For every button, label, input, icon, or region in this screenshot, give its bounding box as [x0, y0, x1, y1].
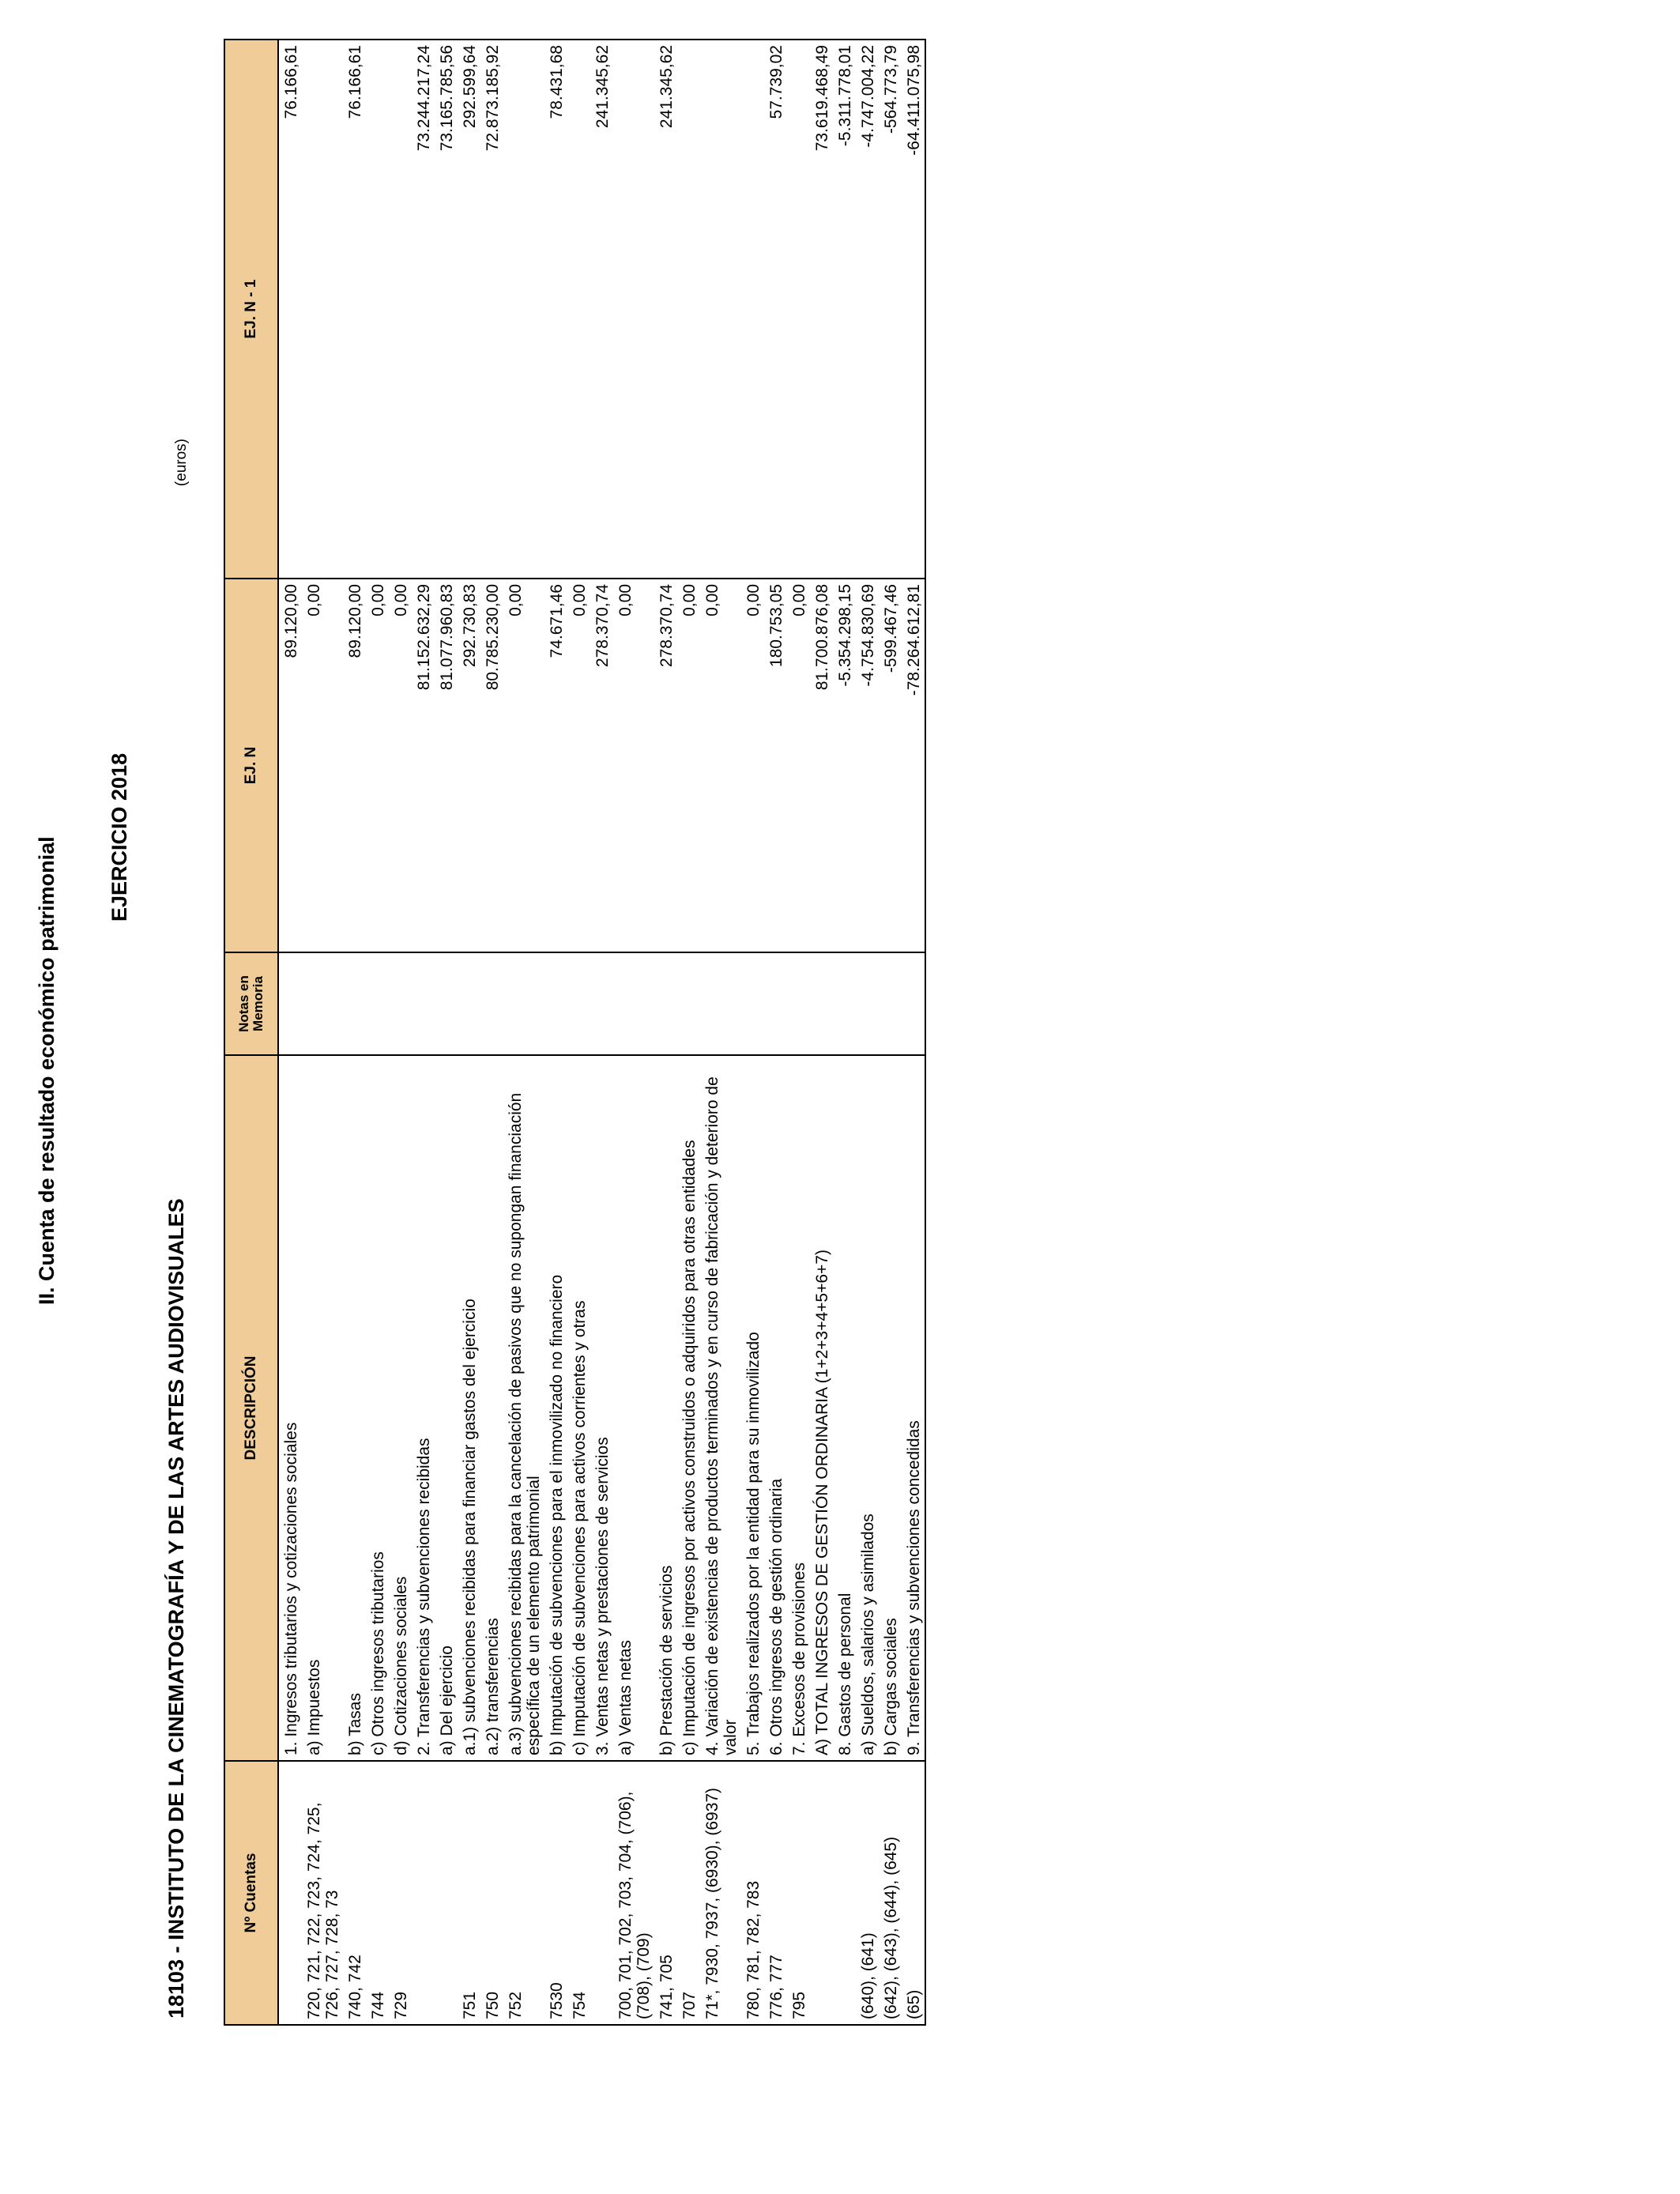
report-title: II. Cuenta de resultado económico patrimonial [35, 836, 58, 1305]
previous-value-cell [389, 40, 412, 579]
table-row [787, 40, 810, 2025]
table-header-row [224, 40, 278, 2025]
table-row [343, 40, 366, 2025]
previous-value-cell: 57.739,02 [764, 40, 787, 579]
account-cell: 7530 [544, 1761, 567, 2025]
description-cell: b) Cargas sociales [879, 1055, 902, 1761]
current-value-cell: 278.370,74 [654, 579, 677, 952]
previous-value-cell: 76.166,61 [343, 40, 366, 579]
account-cell: 71*, 7930, 7937, (6930), (6937) [700, 1761, 741, 2025]
current-value-cell: -599.467,46 [879, 579, 902, 952]
current-value-cell: 0,00 [787, 579, 810, 952]
notes-cell [389, 952, 412, 1055]
table-row [700, 40, 741, 2025]
previous-value-cell [613, 40, 654, 579]
entity-title: 18103 - INSTITUTO DE LA CINEMATOGRAFÍA Y DE LAS ARTES AUDIOVISUALES [164, 1198, 188, 2019]
current-value-cell: 0,00 [366, 579, 389, 952]
account-cell: 754 [567, 1761, 590, 2025]
account-cell: 740, 742 [343, 1761, 366, 2025]
description-cell: 3. Ventas netas y prestaciones de servicios [590, 1055, 613, 1761]
description-cell: b) Tasas [343, 1055, 366, 1761]
table-row [902, 40, 925, 2025]
current-value-cell: 278.370,74 [590, 579, 613, 952]
notes-cell [833, 952, 856, 1055]
table-row [833, 40, 856, 2025]
notes-cell [810, 952, 833, 1055]
previous-value-cell: 241.345,62 [590, 40, 613, 579]
description-cell: 6. Otros ingresos de gestión ordinaria [764, 1055, 787, 1761]
description-cell: a) Sueldos, salarios y asimilados [856, 1055, 879, 1761]
previous-value-cell: 76.166,61 [278, 40, 302, 579]
description-cell: 7. Excesos de provisiones [787, 1055, 810, 1761]
description-cell: 5. Trabajos realizados por la entidad para su inmovilizado [741, 1055, 764, 1761]
description-cell: 8. Gastos de personal [833, 1055, 856, 1761]
currency-note: (euros) [173, 439, 190, 487]
previous-value-cell [503, 40, 544, 579]
notes-cell [700, 952, 741, 1055]
notes-cell [544, 952, 567, 1055]
table-row [480, 40, 503, 2025]
table-row [544, 40, 567, 2025]
previous-value-cell: 73.244.217,24 [412, 40, 435, 579]
table-row [741, 40, 764, 2025]
previous-value-cell: 73.619.468,49 [810, 40, 833, 579]
description-cell: a.3) subvenciones recibidas para la cancelación de pasivos que no supongan financiación específica de un elemento patrimonial [503, 1055, 544, 1761]
account-cell [412, 1761, 435, 2025]
table-row [567, 40, 590, 2025]
description-cell: a) Del ejercicio [435, 1055, 458, 1761]
column-header-notes: Notas en Memoria [224, 952, 278, 1055]
table-row [654, 40, 677, 2025]
current-value-cell: 81.077.960,83 [435, 579, 458, 952]
table-row [366, 40, 389, 2025]
previous-value-cell [302, 40, 343, 579]
previous-value-cell: 292.599,64 [458, 40, 480, 579]
account-cell [833, 1761, 856, 2025]
current-value-cell: 292.730,83 [458, 579, 480, 952]
account-cell: 729 [389, 1761, 412, 2025]
notes-cell [764, 952, 787, 1055]
account-cell: 751 [458, 1761, 480, 2025]
results-table [224, 39, 926, 2026]
account-cell: 741, 705 [654, 1761, 677, 2025]
current-value-cell: 89.120,00 [278, 579, 302, 952]
account-cell: 750 [480, 1761, 503, 2025]
current-value-cell: 0,00 [503, 579, 544, 952]
previous-value-cell [741, 40, 764, 579]
column-header-accounts: Nº Cuentas [224, 1761, 278, 2025]
notes-cell [278, 952, 302, 1055]
account-cell: (642), (643), (644), (645) [879, 1761, 902, 2025]
description-cell: a) Ventas netas [613, 1055, 654, 1761]
description-cell: 1. Ingresos tributarios y cotizaciones sociales [278, 1055, 302, 1761]
notes-cell [590, 952, 613, 1055]
notes-cell [654, 952, 677, 1055]
current-value-cell: 0,00 [741, 579, 764, 952]
account-cell: (65) [902, 1761, 925, 2025]
previous-value-cell [677, 40, 700, 579]
account-cell: (640), (641) [856, 1761, 879, 2025]
table-body [278, 40, 925, 2025]
table-row [278, 40, 302, 2025]
notes-cell [902, 952, 925, 1055]
notes-cell [677, 952, 700, 1055]
current-value-cell: 0,00 [613, 579, 654, 952]
current-value-cell: 74.671,46 [544, 579, 567, 952]
description-cell: 9. Transferencias y subvenciones concedidas [902, 1055, 925, 1761]
account-cell: 707 [677, 1761, 700, 2025]
notes-cell [567, 952, 590, 1055]
notes-cell [343, 952, 366, 1055]
table-row [458, 40, 480, 2025]
previous-value-cell: -5.311.778,01 [833, 40, 856, 579]
table-row [879, 40, 902, 2025]
previous-value-cell [567, 40, 590, 579]
table-row [503, 40, 544, 2025]
previous-value-cell [700, 40, 741, 579]
description-cell: b) Prestación de servicios [654, 1055, 677, 1761]
table-row [590, 40, 613, 2025]
description-cell: b) Imputación de subvenciones para el inmovilizado no financiero [544, 1055, 567, 1761]
table-row [677, 40, 700, 2025]
account-cell: 780, 781, 782, 783 [741, 1761, 764, 2025]
current-value-cell: 0,00 [302, 579, 343, 952]
description-cell: d) Cotizaciones sociales [389, 1055, 412, 1761]
description-cell: 4. Variación de existencias de productos terminados y en curso de fabricación y deterioro de valor [700, 1055, 741, 1761]
previous-value-cell: -64.411.075,98 [902, 40, 925, 579]
table-row [613, 40, 654, 2025]
description-cell: a.2) transferencias [480, 1055, 503, 1761]
current-value-cell: 0,00 [700, 579, 741, 952]
notes-cell [412, 952, 435, 1055]
account-cell: 776, 777 [764, 1761, 787, 2025]
column-header-previous: EJ. N - 1 [224, 40, 278, 579]
notes-cell [741, 952, 764, 1055]
current-value-cell: 0,00 [567, 579, 590, 952]
description-cell: c) Otros ingresos tributarios [366, 1055, 389, 1761]
table-row [302, 40, 343, 2025]
previous-value-cell: 78.431,68 [544, 40, 567, 579]
current-value-cell: 89.120,00 [343, 579, 366, 952]
table-row [435, 40, 458, 2025]
description-cell: c) Imputación de ingresos por activos construidos o adquiridos para otras entidades [677, 1055, 700, 1761]
previous-value-cell: 73.165.785,56 [435, 40, 458, 579]
notes-cell [458, 952, 480, 1055]
previous-value-cell: 241.345,62 [654, 40, 677, 579]
table-row [764, 40, 787, 2025]
account-cell: 795 [787, 1761, 810, 2025]
table-row [810, 40, 833, 2025]
current-value-cell: 81.700.876,08 [810, 579, 833, 952]
account-cell [278, 1761, 302, 2025]
column-header-description: DESCRIPCIÓN [224, 1055, 278, 1761]
previous-value-cell: -4.747.004,22 [856, 40, 879, 579]
current-value-cell: 80.785.230,00 [480, 579, 503, 952]
table-row [412, 40, 435, 2025]
current-value-cell: -78.264.612,81 [902, 579, 925, 952]
current-value-cell: -4.754.830,69 [856, 579, 879, 952]
notes-cell [503, 952, 544, 1055]
account-cell: 700, 701, 702, 703, 704, (706), (708), (709) [613, 1761, 654, 2025]
account-cell [435, 1761, 458, 2025]
account-cell [810, 1761, 833, 2025]
account-cell: 744 [366, 1761, 389, 2025]
notes-cell [480, 952, 503, 1055]
current-value-cell: 180.753,05 [764, 579, 787, 952]
description-cell: 2. Transferencias y subvenciones recibidas [412, 1055, 435, 1761]
description-cell: a) Impuestos [302, 1055, 343, 1761]
current-value-cell: 0,00 [389, 579, 412, 952]
notes-cell [613, 952, 654, 1055]
account-cell: 720, 721, 722, 723, 724, 725, 726, 727, 728, 73 [302, 1761, 343, 2025]
table-row [856, 40, 879, 2025]
notes-cell [787, 952, 810, 1055]
previous-value-cell [366, 40, 389, 579]
table-row [389, 40, 412, 2025]
notes-cell [879, 952, 902, 1055]
account-cell: 752 [503, 1761, 544, 2025]
notes-cell [435, 952, 458, 1055]
previous-value-cell [787, 40, 810, 579]
notes-cell [366, 952, 389, 1055]
notes-cell [856, 952, 879, 1055]
previous-value-cell: 72.873.185,92 [480, 40, 503, 579]
column-header-current: EJ. N [224, 579, 278, 952]
notes-cell [302, 952, 343, 1055]
account-cell [590, 1761, 613, 2025]
current-value-cell: -5.354.298,15 [833, 579, 856, 952]
description-cell: A) TOTAL INGRESOS DE GESTIÓN ORDINARIA (1+2+3+4+5+6+7) [810, 1055, 833, 1761]
current-value-cell: 0,00 [677, 579, 700, 952]
previous-value-cell: -564.773,79 [879, 40, 902, 579]
current-value-cell: 81.152.632,29 [412, 579, 435, 952]
description-cell: c) Imputación de subvenciones para activos corrientes y otras [567, 1055, 590, 1761]
exercise-title: EJERCICIO 2018 [107, 752, 131, 922]
description-cell: a.1) subvenciones recibidas para financiar gastos del ejercicio [458, 1055, 480, 1761]
